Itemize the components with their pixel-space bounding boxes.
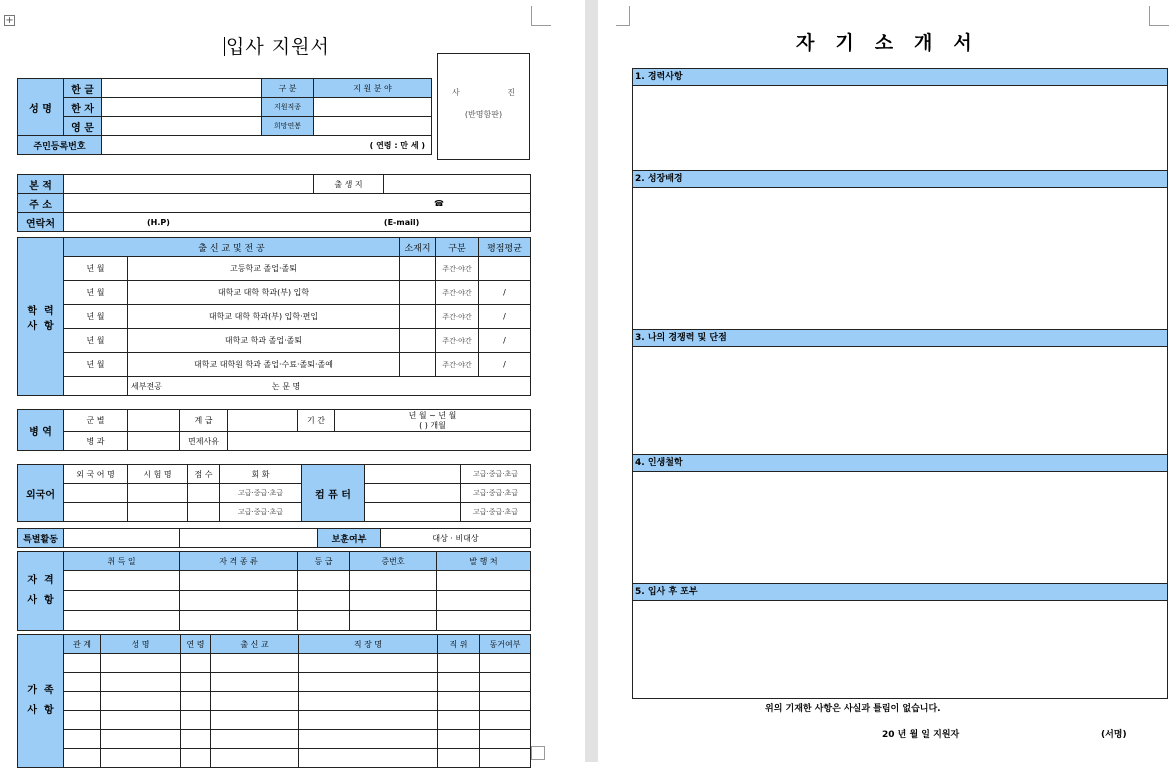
contact-table: 본 적 출 생 지 주 소 ☎ 연락처 (H.P) (E-mail) xyxy=(17,174,531,232)
hangul-name-field[interactable] xyxy=(102,79,262,98)
text-cursor xyxy=(224,37,225,56)
page-gutter xyxy=(585,0,598,762)
section-career-body[interactable] xyxy=(633,86,1167,170)
rrn-field[interactable]: ( 연령 : 만 세 ) xyxy=(102,136,432,155)
table-anchor-icon[interactable]: + xyxy=(5,15,14,26)
phone-field[interactable]: (H.P) (E-mail) xyxy=(64,213,531,232)
section-strength-body[interactable] xyxy=(633,347,1167,453)
education-table: 학 력 사 항 출 신 교 및 전 공 소재지 구분 평점평균 년 월 고등학교 졸업·졸퇴 주간·야간 년 월 대학교 대학 학과(부) 입학 주간·야간 / 년 월 대학교 대학 학과(부) 입학·편입 주간·야간 / 년 월 대학교 학과 졸업·졸퇴 주간·야간 / 년 월 대학교 대학원 학과 졸업·수료·졸퇴·졸예 주간·야간 / 세부전공 논 문 명 xyxy=(17,237,531,396)
job-field[interactable] xyxy=(314,98,432,117)
section-background-header: 2. 성장배경 xyxy=(633,170,1167,188)
military-table: 병 역 군 별 계 급 기 간 년 월 ~ 년 월 ( ) 개월 병 과 면제사유 xyxy=(17,409,531,451)
section-career-header: 1. 경력사항 xyxy=(633,68,1167,86)
name-label: 성 명 xyxy=(18,79,64,136)
section-aspiration-body[interactable] xyxy=(633,601,1167,698)
hanja-name-field[interactable] xyxy=(102,98,262,117)
salary-field[interactable] xyxy=(314,117,432,136)
birthplace-field[interactable] xyxy=(384,175,531,194)
page-title[interactable]: 입사 지원서 xyxy=(226,36,330,58)
section-strength-header: 3. 나의 경쟁력 및 단점 xyxy=(633,329,1167,347)
section-philosophy-header: 4. 인생철학 xyxy=(633,454,1167,472)
signature-label: (서명) xyxy=(1101,730,1127,740)
intro-title[interactable]: 자기소개서 xyxy=(796,32,993,54)
section-philosophy-body[interactable] xyxy=(633,472,1167,582)
margin-corner-mark xyxy=(616,6,630,26)
margin-corner-mark xyxy=(531,746,545,760)
photo-box: 사 진 (반명함판) xyxy=(437,53,530,160)
confirmation-text: 위의 기재한 사항은 사실과 틀림이 없습니다. xyxy=(765,704,941,714)
signature-date: 20 년 월 일 지원자 xyxy=(882,730,960,740)
application-form-page xyxy=(0,0,585,762)
phone-icon: ☎ xyxy=(434,198,444,208)
section-background-body[interactable] xyxy=(633,188,1167,328)
family-table: 가 족 사 항 관 계 성 명 연 령 출 신 교 직 장 명 직 위 동거여부 xyxy=(17,634,531,768)
intro-sections-box xyxy=(632,68,1168,699)
domicile-field[interactable] xyxy=(64,175,314,194)
section-aspiration-header: 5. 입사 후 포부 xyxy=(633,583,1167,601)
personal-info-table: 성 명 한 글 구 분 지 원 분 야 한 자 지원직종 영 문 희망연봉 주민등록번호 ( 연령 : 만 세 ) xyxy=(17,78,432,155)
license-table: 자 격 사 항 취 득 일 자 격 종 류 등 급 증번호 발 행 처 xyxy=(17,551,531,631)
margin-corner-mark xyxy=(1149,6,1169,26)
address-field[interactable] xyxy=(64,194,531,213)
activity-table: 특별활동 보훈여부 대상 · 비대상 xyxy=(17,528,531,548)
service-period-field[interactable]: 년 월 ~ 년 월 ( ) 개월 xyxy=(335,410,531,432)
self-introduction-page xyxy=(598,0,1171,762)
language-table: 외국어 외 국 어 명 시 험 명 점 수 회 화 컴 퓨 터 고급·중급·초급 고급·중급·초급 고급·중급·초급 고급·중급·초급 고급·중급·초급 xyxy=(17,464,531,522)
english-name-field[interactable] xyxy=(102,117,262,136)
margin-corner-mark xyxy=(531,6,551,26)
